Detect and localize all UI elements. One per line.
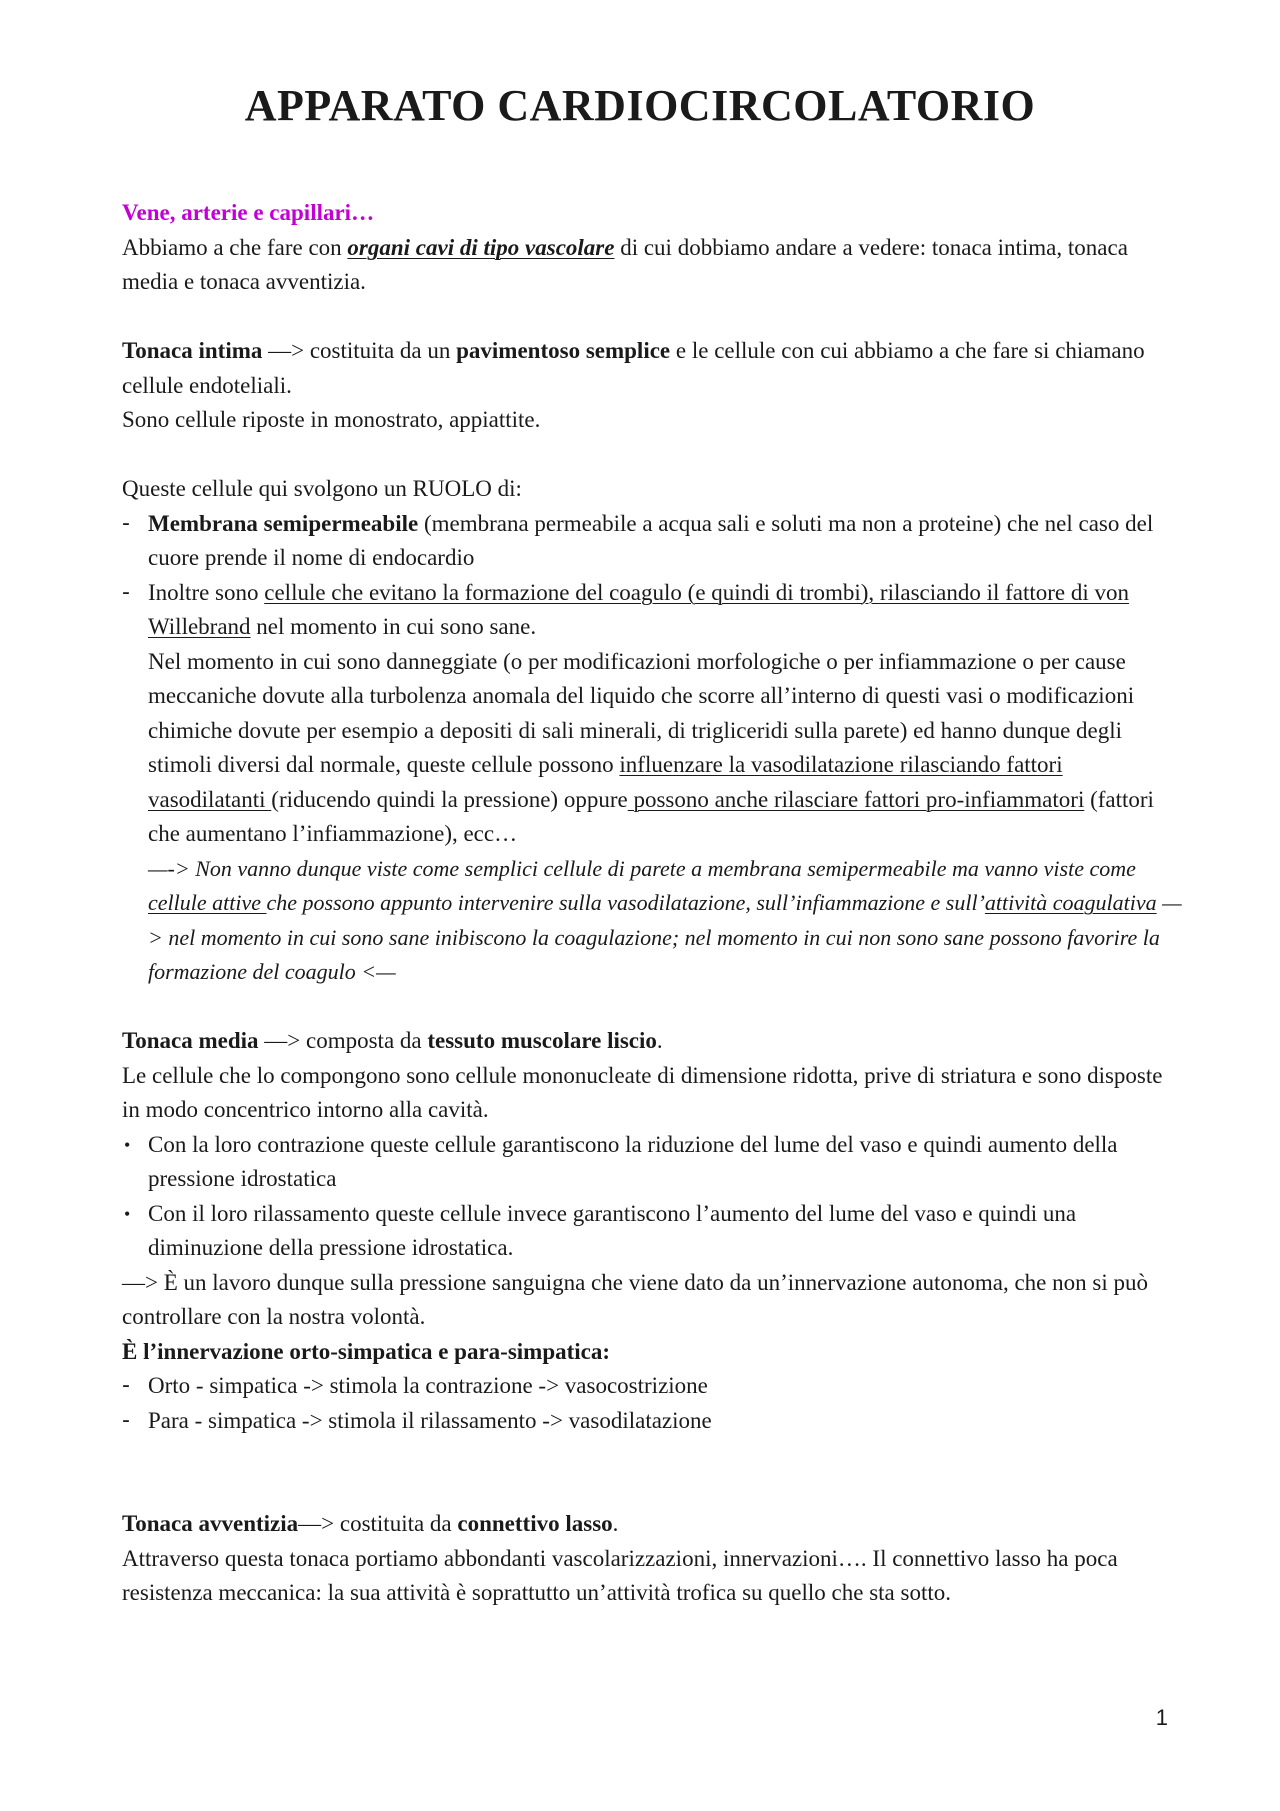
tonaca-intima-section [122, 334, 1182, 990]
bullet-marker: • [124, 1134, 131, 1155]
text-run: —> composta da [258, 1028, 428, 1053]
list-item [122, 576, 1182, 990]
media-definition [122, 1024, 1182, 1059]
list-item [122, 1128, 1182, 1197]
bullet-marker: • [124, 1203, 131, 1224]
text-run: e le cellule con cui abbiamo a che fare si chiamano cellule endoteliali. [122, 338, 1145, 398]
text-run: di cui dobbiamo andare a vedere: tonaca intima, tonaca media e tonaca avventizia. [122, 234, 1128, 294]
dash-marker: - [122, 1407, 130, 1433]
text-run: —-> Non vanno dunque viste come semplici cellule di parete a membrana semipermeabile ma vanno viste come [148, 855, 1136, 881]
role2-detail [148, 645, 1182, 852]
list-item [122, 507, 1182, 576]
document-body [122, 196, 1182, 1611]
bold-term: pavimentoso semplice [456, 338, 671, 363]
innervation-heading: È l’innervazione orto-simpatica e para-simpatica: [122, 1338, 611, 1364]
section-heading: Vene, arterie e capillari… [122, 200, 375, 225]
roles-intro: Queste cellule qui svolgono un RUOLO di: [122, 476, 522, 501]
term-label: Tonaca intima [122, 338, 263, 363]
term-label: Tonaca media [122, 1028, 259, 1053]
bold-term: connettivo lasso [457, 1511, 613, 1536]
intima-line: Sono cellule riposte in monostrato, appiattite. [122, 407, 541, 432]
text-run: (riducendo quindi la pressione) oppure [271, 786, 628, 812]
text-run: Abbiamo a che fare con [122, 234, 348, 260]
media-description: Le cellule che lo compongono sono cellule mononucleate di dimensione ridotta, prive di striatura e sono disposte in modo concentrico intorno alla cavità. [122, 1062, 1163, 1122]
text-run: . [656, 1028, 663, 1053]
bullet-text: Con il loro rilassamento queste cellule invece garantiscono l’aumento del lume del vaso e quindi una diminuzione della pressione idrostatica. [148, 1200, 1077, 1260]
media-bullet-list [122, 1128, 1182, 1266]
emphasis-term: organi cavi di tipo vascolare [347, 234, 615, 260]
bullet-text: Con la loro contrazione queste cellule garantiscono la riduzione del lume del vaso e quindi aumento della pressione idrostatica [148, 1131, 1118, 1191]
intima-definition [122, 334, 1182, 403]
underlined-text: cellule attive [148, 890, 267, 915]
avventizia-description: Attraverso questa tonaca portiamo abbondanti vascolarizzazioni, innervazioni…. Il connettivo lasso ha poca resistenza meccanica: la sua attività è soprattutto un’attività trofica su quello che sta sotto. [122, 1545, 1118, 1605]
text-run: nel momento in cui sono sane. [250, 614, 537, 639]
roles-list [122, 507, 1182, 990]
text-run: . [612, 1511, 619, 1536]
dash-marker: - [122, 510, 130, 536]
text-run: (fattori che aumentano l’infiammazione), ecc… [148, 786, 1154, 846]
dash-marker: - [122, 1373, 130, 1398]
text-run: —> costituita da un [262, 338, 457, 363]
list-text: Para - simpatica -> stimola il rilassamento -> vasodilatazione [148, 1407, 712, 1433]
page-number: 1 [1155, 1705, 1168, 1730]
text-run: (membrana permeabile a acqua sali e soluti ma non a proteine) che nel caso del cuore prende il nome di endocardio [148, 510, 1154, 570]
text-run: —> nel momento in cui sono sane inibiscono la coagulazione; nel momento in cui non sono sane possono favorire la formazione del coagulo <— [148, 890, 1182, 984]
underlined-text: possono anche rilasciare fattori pro-infiammatori [627, 786, 1085, 812]
bold-term: tessuto muscolare liscio [427, 1028, 657, 1053]
page-title: APPARATO CARDIOCIRCOLATORIO [244, 81, 1036, 130]
avventizia-definition [122, 1507, 1182, 1542]
tonaca-avventizia-section [122, 1507, 1182, 1611]
list-item [122, 1197, 1182, 1266]
underlined-text: attività coagulativa [984, 890, 1157, 915]
text-run: Inoltre sono [148, 579, 265, 605]
text-run: Nel momento in cui sono danneggiate (o per modificazioni morfologiche o per infiammazione o per cause meccaniche dovute alla turbolenza anomala del liquido che scorre all’interno di questi vasi o modificazioni chimiche dovute per esempio a depositi di sali minerali, di trigliceridi sulla parete) ed hanno dunque degli stimoli diversi dal normale, queste cellule possono [148, 648, 1135, 777]
underlined-text: influenzare la vasodilatazione rilasciando fattori vasodilatanti [148, 752, 1063, 812]
text-run: che possono appunto intervenire sulla vasodilatazione, sull’infiammazione e sull’ [266, 890, 985, 915]
italic-note [148, 852, 1182, 990]
bold-term: Membrana semipermeabile [148, 510, 419, 536]
media-note: —> È un lavoro dunque sulla pressione sanguigna che viene dato da un’innervazione autonoma, che non si può controllare con la nostra volontà. [122, 1269, 1148, 1329]
intro-section [122, 196, 1182, 300]
underlined-text: cellule che evitano la formazione del coagulo (e quindi di trombi), rilasciando il fattore di von Willebrand [148, 579, 1130, 639]
tonaca-media-section [122, 1024, 1182, 1438]
text-run: —> costituita da [298, 1511, 458, 1536]
list-text: Orto - simpatica -> stimola la contrazione -> vasocostrizione [148, 1373, 708, 1398]
dash-marker: - [122, 579, 130, 605]
innervation-list [122, 1369, 1182, 1438]
list-item [122, 1369, 1182, 1404]
term-label: Tonaca avventizia [122, 1511, 299, 1536]
list-item [122, 1404, 1182, 1439]
intro-paragraph [122, 231, 1182, 300]
